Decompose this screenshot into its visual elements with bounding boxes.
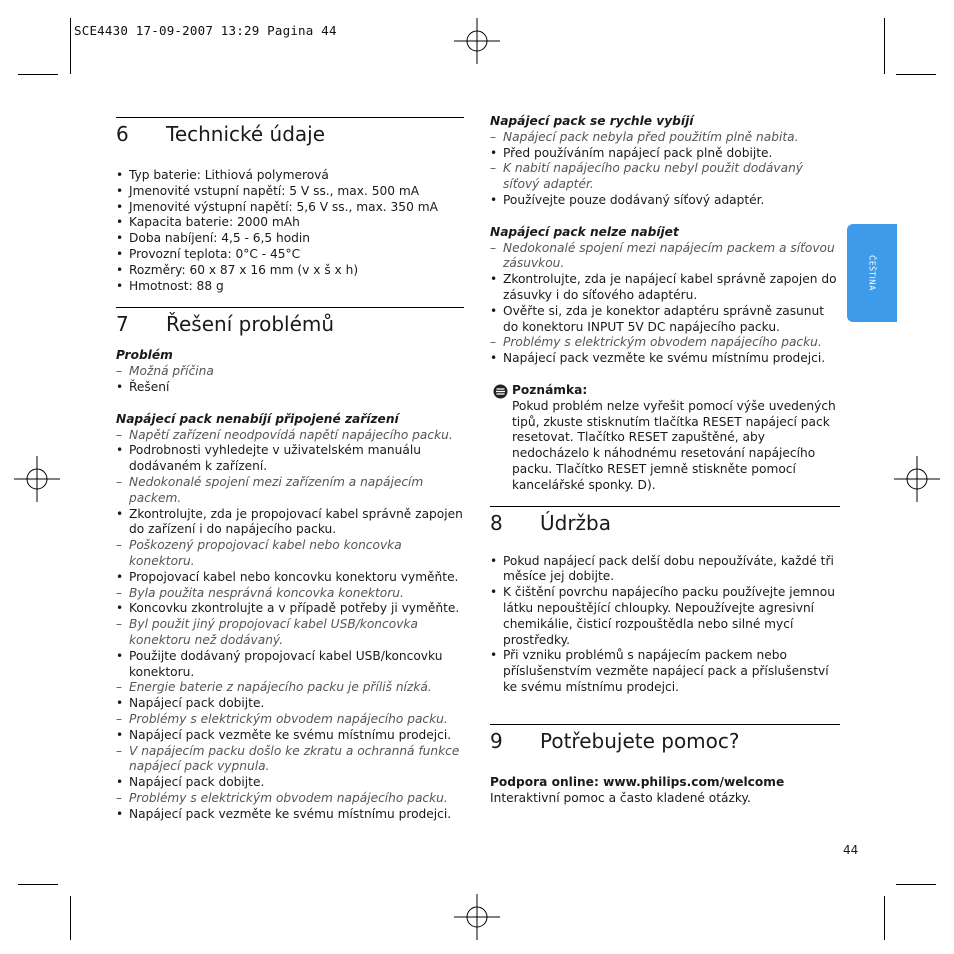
possible-cause: – V napájecím packu došlo ke zkratu a ochranná funkce napájecí pack vypnula.: [116, 744, 464, 776]
list-item: • Při vzniku problémů s napájecím packem nebo příslušenstvím vezměte napájecí pack a příslušenství ke svému místnímu prodejci.: [490, 648, 840, 695]
crop-mark: [18, 74, 58, 75]
list-item: • Hmotnost: 88 g: [116, 279, 464, 295]
solution-item: • Zkontrolujte, zda je napájecí kabel správně zapojen do zásuvky i do síťového adaptéru.: [490, 272, 840, 304]
list-item: • K čištění povrchu napájecího packu používejte jemnou látku nepouštějící chloupky. Nepoužívejte agresivní chemikálie, čisticí rozpouštědla nebo silné mycí prostředky.: [490, 585, 840, 648]
legend-list: [116, 364, 464, 396]
section-number: 8: [490, 510, 503, 535]
problem-heading: Napájecí pack se rychle vybíjí: [490, 114, 694, 128]
list-item: • Jmenovité výstupní napětí: 5,6 V ss., max. 350 mA: [116, 200, 464, 216]
section-number: 7: [116, 312, 129, 337]
solution-item: • Zkontrolujte, zda je propojovací kabel správně zapojen do zařízení i do napájecího packu.: [116, 507, 464, 539]
section-troubleshooting: [116, 307, 464, 336]
possible-cause: – Problémy s elektrickým obvodem napájecího packu.: [490, 335, 840, 351]
solution-item: • Použijte dodávaný propojovací kabel USB/koncovku konektoru.: [116, 649, 464, 681]
legend-solution: • Řešení: [116, 380, 464, 396]
possible-cause: – Problémy s elektrickým obvodem napájecího packu.: [116, 712, 464, 728]
list-item: • Pokud napájecí pack delší dobu nepoužíváte, každé tři měsíce jej dobijte.: [490, 554, 840, 586]
list-item: • Doba nabíjení: 4,5 - 6,5 hodin: [116, 231, 464, 247]
support-link[interactable]: Podpora online: www.philips.com/welcome: [490, 774, 785, 789]
registration-mark: [14, 456, 60, 502]
section-heading: [116, 122, 464, 146]
legend-cause: – Možná příčina: [116, 364, 464, 380]
possible-cause: – Poškozený propojovací kabel nebo koncovka konektoru.: [116, 538, 464, 570]
legend-problem: Problém: [116, 348, 173, 363]
crop-mark: [896, 884, 936, 885]
crop-mark: [70, 896, 71, 940]
left-column: [116, 117, 464, 822]
possible-cause: – Nedokonalé spojení mezi zařízením a napájecím packem.: [116, 475, 464, 507]
solution-item: • Napájecí pack vezměte ke svému místnímu prodejci.: [116, 728, 464, 744]
problem-heading: Napájecí pack nenabíjí připojené zařízení: [116, 411, 399, 426]
section-title: Údržba: [540, 510, 612, 535]
section-heading: [490, 729, 840, 753]
solution-item: • Napájecí pack vezměte ke svému místnímu prodejci.: [490, 351, 840, 367]
section-number: 6: [116, 122, 129, 146]
section-technical-data: [116, 117, 464, 146]
possible-cause: – Problémy s elektrickým obvodem napájecího packu.: [116, 791, 464, 807]
section-title: Řešení problémů: [166, 312, 335, 337]
solution-item: • Před používáním napájecí pack plně dobijte.: [490, 146, 840, 162]
solution-item: • Napájecí pack dobijte.: [116, 775, 464, 791]
possible-cause: – Nedokonalé spojení mezi napájecím packem a síťovou zásuvkou.: [490, 241, 840, 273]
section-maintenance: [490, 506, 840, 535]
language-tab-label: ČEŠTINA: [867, 255, 877, 291]
section-heading: [490, 511, 840, 535]
section-title: Potřebujete pomoc?: [540, 728, 740, 753]
problem-heading: Napájecí pack nelze nabíjet: [490, 224, 679, 239]
crop-mark: [896, 74, 936, 75]
possible-cause: – Byl použit jiný propojovací kabel USB/koncovka konektoru než dodávaný.: [116, 617, 464, 649]
crop-mark: [884, 18, 885, 74]
solution-item: • Používejte pouze dodávaný síťový adaptér.: [490, 193, 840, 209]
problem-list: [490, 130, 840, 209]
page-number: 44: [843, 843, 859, 857]
problem-list: [116, 428, 464, 823]
crop-mark: [18, 884, 58, 885]
registration-mark: [454, 894, 500, 940]
list-item: • Rozměry: 60 x 87 x 16 mm (v x š x h): [116, 263, 464, 279]
support-text: Interaktivní pomoc a často kladené otázky.: [490, 790, 751, 805]
possible-cause: – Byla použita nesprávná koncovka konektoru.: [116, 586, 464, 602]
solution-item: • Napájecí pack dobijte.: [116, 696, 464, 712]
list-item: • Provozní teplota: 0°C - 45°C: [116, 247, 464, 263]
solution-item: • Koncovku zkontrolujte a v případě potřeby ji vyměňte.: [116, 601, 464, 617]
note-heading: [490, 383, 840, 399]
language-tab: [847, 224, 897, 322]
solution-item: • Podrobnosti vyhledejte v uživatelském manuálu dodávaném k zařízení.: [116, 443, 464, 475]
right-column: [490, 114, 840, 806]
note-text: Pokud problém nelze vyřešit pomocí výše uvedených tipů, zkuste stisknutím tlačítka RESET napájecí pack resetovat. Tlačítko RESET zapuštěné, aby nedocházelo k náhodnému resetování napájecího packu. Tlačítko RESET jemně stiskněte pomocí kancelářské sponky. D).: [512, 398, 836, 492]
note-icon: [493, 384, 508, 399]
solution-item: • Propojovací kabel nebo koncovku konektoru vyměňte.: [116, 570, 464, 586]
list-item: • Typ baterie: Lithiová polymerová: [116, 168, 464, 184]
registration-mark: [454, 18, 500, 64]
section-number: 9: [490, 728, 503, 753]
list-item: • Jmenovité vstupní napětí: 5 V ss., max. 500 mA: [116, 184, 464, 200]
possible-cause: – K nabití napájecího packu nebyl použit dodávaný síťový adaptér.: [490, 161, 840, 193]
section-heading: [116, 312, 464, 336]
possible-cause: – Napájecí pack nebyla před použitím plně nabita.: [490, 130, 840, 146]
crop-mark: [884, 896, 885, 940]
list-item: • Kapacita baterie: 2000 mAh: [116, 215, 464, 231]
registration-mark: [894, 456, 940, 502]
crop-mark: [70, 18, 71, 74]
section-help: [490, 724, 840, 753]
problem-list: [490, 241, 840, 367]
note-heading-label: Poznámka:: [512, 382, 588, 397]
spec-list: [116, 168, 464, 294]
possible-cause: – Energie baterie z napájecího packu je příliš nízká.: [116, 680, 464, 696]
solution-item: • Ověřte si, zda je konektor adaptéru správně zasunut do konektoru INPUT 5V DC napájecího packu.: [490, 304, 840, 336]
maintenance-list: [490, 554, 840, 696]
solution-item: • Napájecí pack vezměte ke svému místnímu prodejci.: [116, 807, 464, 823]
possible-cause: – Napětí zařízení neodpovídá napětí napájecího packu.: [116, 428, 464, 444]
section-title: Technické údaje: [166, 122, 326, 146]
print-slug: SCE4430 17-09-2007 13:29 Pagina 44: [74, 23, 337, 38]
